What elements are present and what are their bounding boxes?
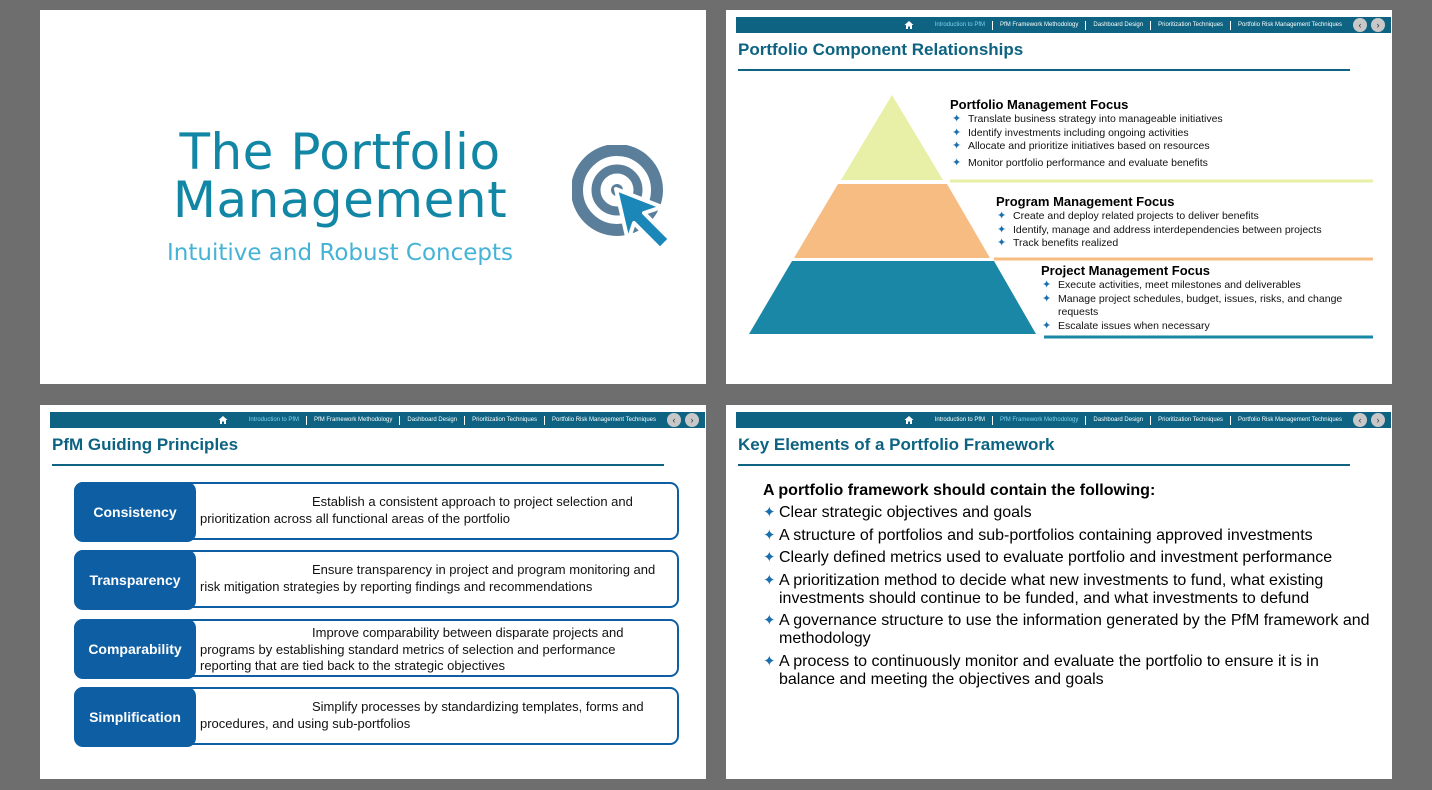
nav-dashboard-design[interactable]: Dashboard Design	[1085, 21, 1150, 30]
bullet-plus-icon: ✦	[952, 113, 962, 125]
principle-label: Simplification	[74, 687, 196, 747]
title-line-1: The Portfolio	[179, 123, 501, 181]
bullet-plus-icon: ✦	[763, 504, 776, 521]
prev-arrow-button[interactable]: ‹	[1353, 18, 1367, 32]
list-item: ✦ Manage project schedules, budget, issues, risks, and change requests	[1042, 292, 1343, 318]
nav-framework-methodology[interactable]: PfM Framework Methodology	[306, 416, 399, 425]
home-icon[interactable]	[218, 415, 228, 425]
bullet-plus-icon: ✦	[763, 612, 776, 629]
list-item: ✦ Monitor portfolio performance and evaluate benefits	[952, 156, 1208, 169]
pyramid-top-tier	[841, 95, 943, 180]
list-item: ✦ Clear strategic objectives and goals	[763, 504, 1032, 521]
list-item: ✦ Escalate issues when necessary	[1042, 319, 1210, 332]
bullet-plus-icon: ✦	[952, 126, 962, 139]
title-divider	[738, 464, 1350, 466]
bullet-plus-icon: ✦	[997, 223, 1007, 236]
list-item: ✦ A structure of portfolios and sub-portfolios containing approved investments	[763, 526, 1313, 544]
home-icon[interactable]	[904, 415, 914, 425]
principle-card	[74, 687, 679, 745]
next-arrow-button[interactable]: ›	[685, 413, 699, 427]
list-item: ✦ Execute activities, meet milestones and deliverables	[1042, 279, 1301, 291]
program-focus-list	[997, 210, 1377, 251]
portfolio-focus-heading: Portfolio Management Focus	[950, 97, 1129, 112]
nav-framework-methodology[interactable]: PfM Framework Methodology	[992, 416, 1085, 425]
nav-dashboard-design[interactable]: Dashboard Design	[399, 416, 464, 425]
prev-arrow-button[interactable]: ‹	[667, 413, 681, 427]
list-item: ✦ Clearly defined metrics used to evaluate portfolio and investment performance	[763, 549, 1333, 566]
prev-arrow-button[interactable]: ‹	[1353, 413, 1367, 427]
bullet-plus-icon: ✦	[1042, 319, 1052, 332]
principle-card	[74, 619, 679, 677]
principle-card	[74, 482, 679, 540]
framework-intro: A portfolio framework should contain the following:	[763, 482, 1156, 499]
project-focus-list	[1042, 279, 1362, 333]
nav-risk-management[interactable]: Portfolio Risk Management Techniques	[1230, 21, 1349, 30]
bullet-plus-icon: ✦	[997, 237, 1007, 249]
next-arrow-button[interactable]: ›	[1371, 413, 1385, 427]
program-focus-heading: Program Management Focus	[996, 194, 1175, 209]
list-item: ✦ Identify investments including ongoing activities	[952, 126, 1189, 139]
slide-title-thumbnail[interactable]	[40, 10, 706, 384]
pyramid-middle-tier	[794, 184, 990, 258]
principle-label: Comparability	[74, 619, 196, 679]
bullet-plus-icon: ✦	[997, 210, 1007, 222]
list-item: ✦ Translate business strategy into manageable initiatives	[952, 113, 1223, 125]
list-item: ✦ Create and deploy related projects to deliver benefits	[997, 210, 1259, 222]
slide-title: Portfolio Component Relationships	[738, 40, 1024, 59]
nav-risk-management[interactable]: Portfolio Risk Management Techniques	[544, 416, 663, 425]
slide-component-relationships-thumbnail[interactable]	[726, 10, 1392, 384]
presentation-subtitle: Intuitive and Robust Concepts	[166, 240, 514, 266]
title-divider	[52, 464, 664, 466]
slide-title: PfM Guiding Principles	[52, 435, 239, 454]
bullet-plus-icon: ✦	[763, 549, 776, 566]
list-item: ✦ Allocate and prioritize initiatives based on resources	[952, 140, 1210, 152]
nav-intro-pfm[interactable]: Introduction to PfM	[934, 21, 986, 28]
principle-text: Simplify processes by standardizing templates, forms and procedures, and using sub-portfolios	[200, 699, 644, 731]
list-item: ✦ A governance structure to use the information generated by the PfM framework and methodology	[763, 612, 1370, 647]
presentation-title	[150, 123, 530, 229]
list-item: ✦ Track benefits realized	[997, 237, 1119, 249]
nav-prioritization[interactable]: Prioritization Techniques	[1150, 21, 1230, 30]
slide-key-elements-thumbnail[interactable]	[726, 405, 1392, 779]
list-item: ✦ A prioritization method to decide what new investments to fund, what existing investments should continue to be funded, and what investments to defund	[763, 571, 1324, 607]
list-item: ✦ Identify, manage and address interdependencies between projects	[997, 223, 1322, 236]
nav-intro-pfm[interactable]: Introduction to PfM	[934, 416, 986, 423]
nav-bar	[50, 412, 705, 428]
bullet-plus-icon: ✦	[763, 526, 776, 544]
framework-elements-list	[763, 504, 1373, 693]
nav-framework-methodology[interactable]: PfM Framework Methodology	[992, 21, 1085, 30]
slide-guiding-principles-thumbnail[interactable]	[40, 405, 706, 779]
nav-prioritization[interactable]: Prioritization Techniques	[464, 416, 544, 425]
next-arrow-button[interactable]: ›	[1371, 18, 1385, 32]
target-cursor-icon	[572, 145, 682, 255]
principle-label: Transparency	[74, 550, 196, 610]
bullet-plus-icon: ✦	[952, 156, 962, 169]
nav-bar	[736, 412, 1391, 428]
portfolio-focus-list	[952, 113, 1372, 170]
bullet-plus-icon: ✦	[952, 140, 962, 152]
principle-text: Establish a consistent approach to project selection and prioritization across all functional areas of the portfolio	[200, 494, 633, 526]
nav-prioritization[interactable]: Prioritization Techniques	[1150, 416, 1230, 425]
title-line-2: Management	[172, 171, 508, 229]
bullet-plus-icon: ✦	[763, 571, 776, 589]
project-focus-heading: Project Management Focus	[1041, 263, 1211, 278]
bullet-plus-icon: ✦	[1042, 292, 1052, 305]
nav-intro-pfm[interactable]: Introduction to PfM	[248, 416, 300, 423]
principle-text: Improve comparability between disparate projects and programs by establishing standard metrics of selection and performance reporting that are tied back to the strategic objectives	[200, 625, 624, 673]
principle-label: Consistency	[74, 482, 196, 542]
bullet-plus-icon: ✦	[763, 652, 776, 670]
principle-text: Ensure transparency in project and program monitoring and risk mitigation strategies by reporting findings and recommendations	[200, 562, 656, 594]
nav-dashboard-design[interactable]: Dashboard Design	[1085, 416, 1150, 425]
slide-title: Key Elements of a Portfolio Framework	[738, 435, 1055, 454]
principle-card	[74, 550, 679, 608]
bullet-plus-icon: ✦	[1042, 279, 1052, 291]
list-item: ✦ A process to continuously monitor and evaluate the portfolio to ensure it is in balance and meeting the objectives and goals	[763, 652, 1319, 688]
pyramid-bottom-tier	[749, 261, 1036, 334]
nav-risk-management[interactable]: Portfolio Risk Management Techniques	[1230, 416, 1349, 425]
